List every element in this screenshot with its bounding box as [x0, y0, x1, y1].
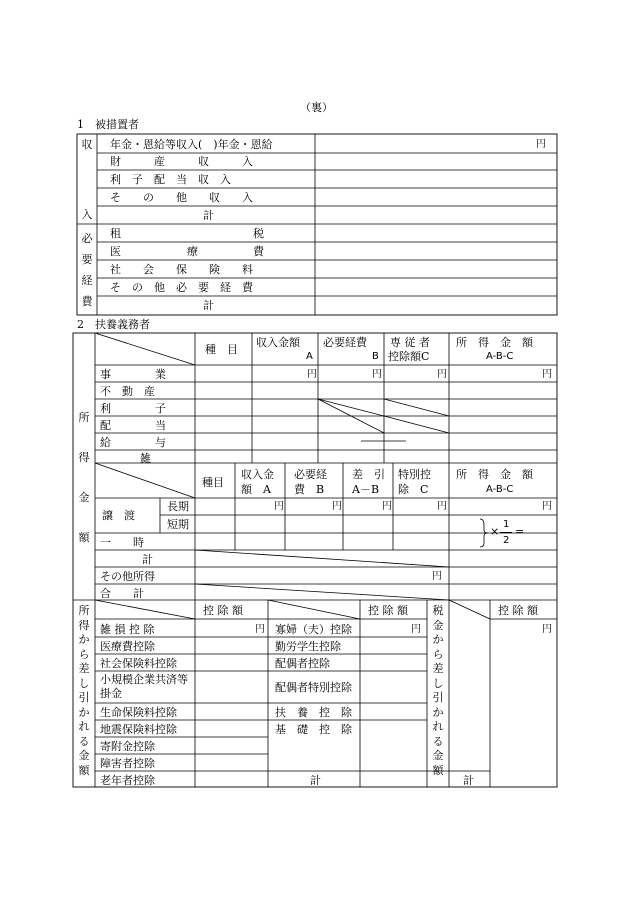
t1-header-type: 種 目 [205, 343, 238, 356]
t2-yen-other: 円 [432, 571, 442, 582]
deduction-disabled: 障害者控除 [100, 757, 155, 770]
t2-row-onetime: 一 時 [100, 536, 144, 549]
expense-row-total: 計 [203, 299, 214, 312]
t1-header-expense-sub: B [372, 351, 379, 362]
deduction-donation: 寄附金控除 [100, 740, 155, 753]
t2-header-diff-sub: A－B [352, 483, 380, 496]
deduction-yen-3: 円 [542, 624, 552, 635]
deduction-spouse: 配偶者控除 [275, 657, 330, 670]
t2-row-transfer-long: 長期 [167, 500, 189, 513]
deduction-spouse-special: 配偶者特別控除 [275, 681, 352, 694]
expense-group-label: 必要経費 [81, 232, 93, 308]
t1-row-misc: 雑 [140, 452, 151, 465]
t2-yen-expense: 円 [332, 501, 342, 512]
deduction-elderly: 老年者控除 [100, 774, 155, 787]
deduction-basic: 基 礎 控 除 [275, 723, 352, 736]
deduction-medical: 医療費控除 [100, 640, 155, 653]
t2-header-expense-sub: 費 B [294, 483, 325, 496]
deduction-casualty: 雑 損 控 除 [100, 623, 155, 636]
income-row-other: そ の 他 収 入 [110, 191, 253, 204]
t2-header-income: 所 得 金 額 [456, 468, 533, 481]
expense-row-medical: 医 療 費 [110, 245, 264, 258]
t1-yen-employee: 円 [437, 369, 447, 380]
income-row-pension: 年金・恩給等収入( )年金・恩給 [110, 138, 273, 151]
t1-yen-revenue: 円 [307, 369, 317, 380]
t2-row-subtotal: 計 [142, 553, 153, 566]
deduction-yen-2: 円 [411, 624, 421, 635]
deduction-header-amount-2: 控 除 額 [368, 604, 408, 617]
t1-row-dividend: 配 当 [100, 419, 166, 432]
formula-denominator: 2 [503, 535, 510, 546]
section1-title: 1 被措置者 [77, 118, 139, 131]
income-yen-unit: 円 [536, 139, 546, 150]
t2-header-special: 特別控 [398, 468, 431, 481]
deduction-life-insurance: 生命保険料控除 [100, 706, 177, 719]
formula-equals: = [515, 525, 525, 538]
t2-header-income-sub: A-B-C [486, 484, 514, 495]
deduction-yen-1: 円 [255, 624, 265, 635]
page-label: （裏） [300, 101, 333, 114]
deduction-small-business: 小規模企業共済等掛金 [100, 673, 188, 700]
t2-row-transfer-short: 短期 [167, 518, 189, 531]
expense-row-tax: 租 税 [110, 227, 264, 240]
t1-header-income: 所 得 金 額 [456, 336, 533, 349]
brace-icon [478, 517, 490, 549]
t1-header-income-sub: A-B-C [486, 351, 514, 362]
t1-header-revenue-sub: A [306, 351, 313, 362]
deduction-header-amount-1: 控 除 額 [203, 604, 243, 617]
section2-title: 2 扶養義務者 [77, 318, 150, 331]
deduction-tax-total: 計 [463, 774, 474, 787]
t2-header-diff: 差 引 [352, 468, 385, 481]
deduction-social: 社会保険料控除 [100, 657, 177, 670]
t2-header-revenue-sub: 額 A [241, 483, 271, 496]
t2-row-other-income: その他所得 [100, 570, 155, 583]
deduction-earthquake: 地震保険料控除 [100, 723, 177, 736]
t1-header-expense: 必要経費 [323, 336, 367, 349]
t1-yen-expense: 円 [372, 369, 382, 380]
t2-yen-diff: 円 [382, 501, 392, 512]
t1-header-revenue: 収入金額 [256, 336, 300, 349]
deduction-left-vertical-label: 所得から差し引かれる金額 [78, 604, 90, 777]
income-row-property: 財 産 収 入 [110, 155, 253, 168]
t2-header-special-sub: 除 C [398, 483, 429, 496]
income-amount-vertical-label: 所得金額 [78, 411, 90, 544]
t2-yen-income: 円 [542, 501, 552, 512]
t2-header-revenue: 収入金 [241, 468, 274, 481]
income-label-char: 入 [81, 208, 93, 221]
t1-header-employee-sub: 控除額C [388, 350, 430, 363]
deduction-widow: 寡婦（夫）控除 [275, 623, 352, 636]
formula-times: × [490, 525, 500, 538]
formula-fraction-bar [500, 532, 512, 533]
income-group-label [80, 138, 94, 222]
t2-yen-revenue: 円 [274, 501, 284, 512]
deduction-tax-vertical-label: 税金から差し引かれる金額 [432, 604, 444, 777]
t1-yen-income: 円 [542, 369, 552, 380]
expense-row-social: 社 会 保 険 料 [110, 263, 253, 276]
t1-row-salary: 給 与 [100, 436, 166, 449]
expense-row-other: そ の 他 必 要 経 費 [110, 281, 253, 294]
income-label-char: 収 [81, 138, 93, 151]
deduction-mid-total: 計 [310, 774, 321, 787]
t2-row-total: 合 計 [100, 587, 144, 600]
t1-row-interest: 利 子 [100, 402, 166, 415]
t2-header-expense: 必要経 [294, 468, 327, 481]
t1-row-realestate: 不 動 産 [100, 385, 155, 398]
half-formula [478, 517, 538, 549]
formula-numerator: 1 [503, 519, 510, 530]
t1-row-business: 事 業 [100, 368, 166, 381]
t2-row-transfer: 譲 渡 [102, 509, 135, 522]
t2-header-type: 種目 [202, 476, 224, 489]
deduction-header-amount-3: 控 除 額 [498, 604, 538, 617]
deduction-working-student: 勤労学生控除 [275, 640, 341, 653]
t1-header-employee: 専 従 者 [390, 336, 430, 349]
deduction-dependent: 扶 養 控 除 [275, 706, 352, 719]
income-row-total: 計 [203, 209, 214, 222]
t2-yen-special: 円 [437, 501, 447, 512]
income-row-dividend: 利 子 配 当 収 入 [110, 173, 231, 186]
